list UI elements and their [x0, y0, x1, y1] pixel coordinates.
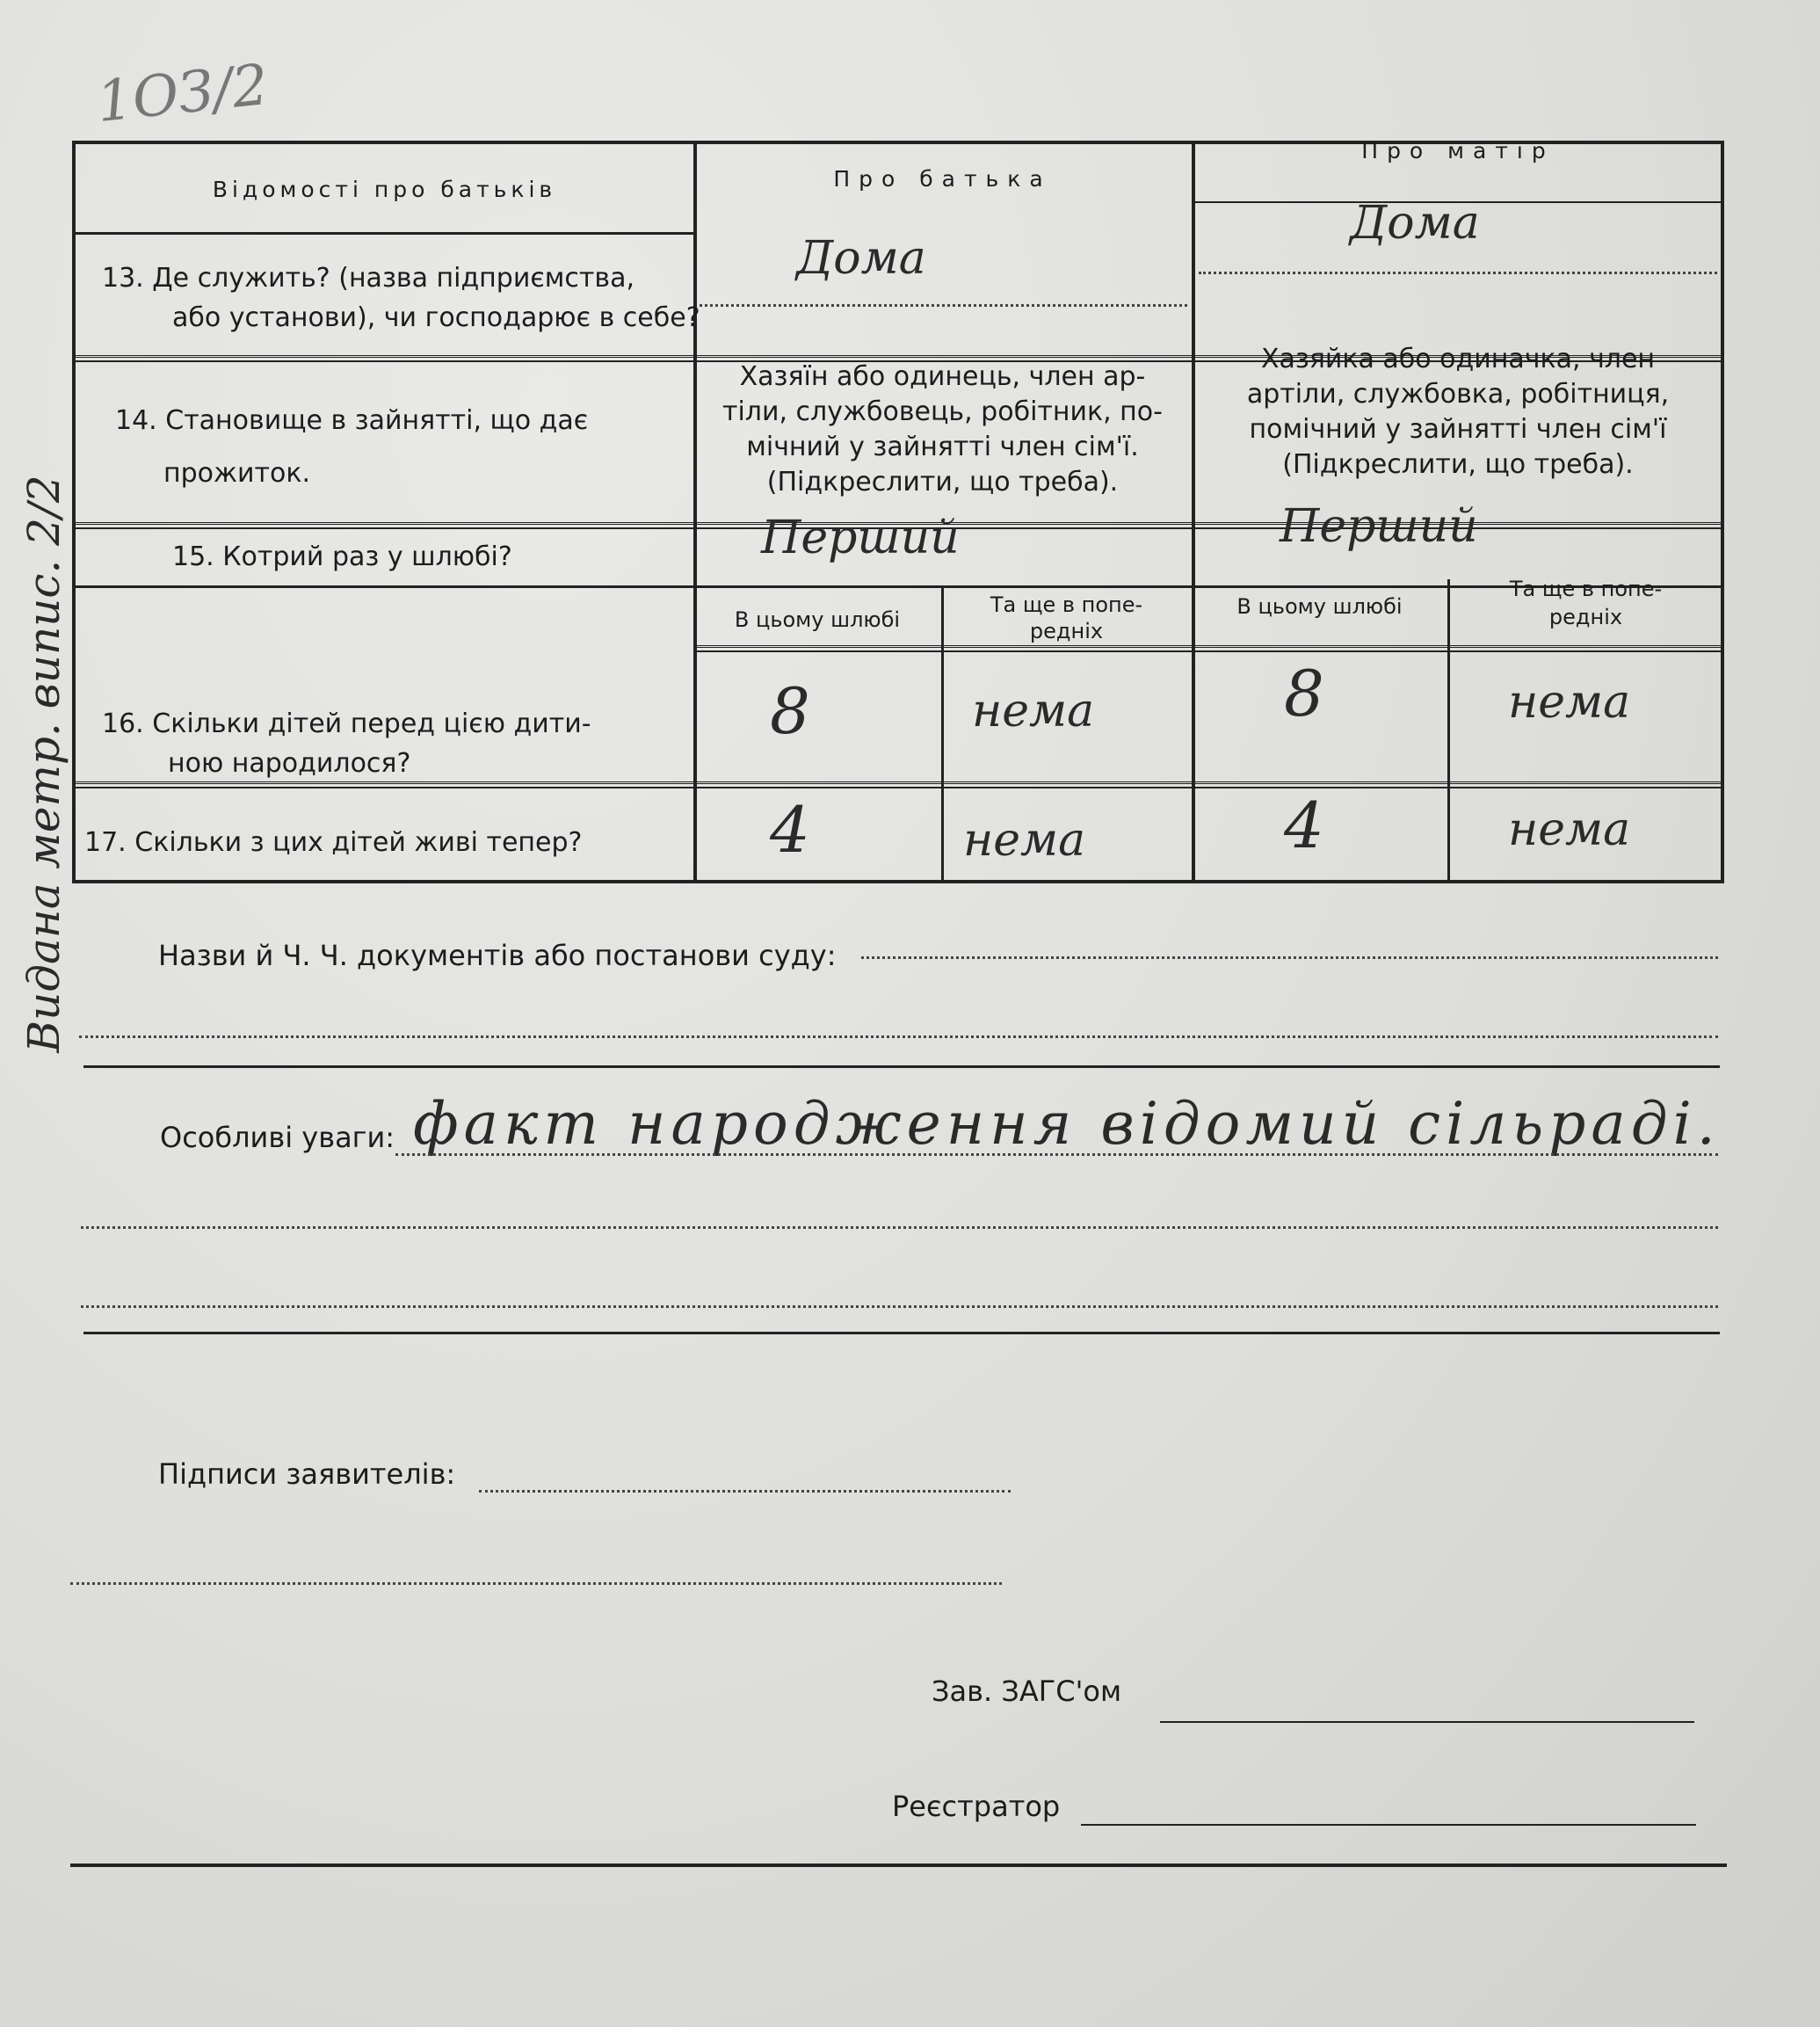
signatures-label: Підписи заявителів:: [158, 1457, 456, 1491]
row14-label-1: 14. Становище в зайнятті, що дає: [115, 405, 589, 436]
row13-label-1: 13. Де служить? (назва підприємства,: [102, 263, 635, 294]
corner-note: 1ОЗ/2: [93, 52, 272, 136]
row16-mother-prev: нема: [1508, 676, 1631, 729]
header-mother: Про матір: [1361, 138, 1555, 163]
sub-father-prev-1: Та ще в попе-: [990, 592, 1143, 617]
row17-label: 17. Скільки з цих дітей живі тепер?: [84, 827, 583, 858]
row14-father-1: Хазяїн або одинець, член ар-: [739, 361, 1146, 392]
row16-father-prev: нема: [972, 685, 1095, 737]
row16-father-this: 8: [770, 674, 810, 748]
header-info: Відомості про батьків: [212, 177, 557, 202]
sub-mother-prev-1: Та ще в попе-: [1509, 577, 1663, 601]
row17-father-this: 4: [770, 793, 810, 867]
sub-mother-prev-2: редніх: [1548, 605, 1623, 629]
row16-label-2: ною народилося?: [168, 748, 411, 779]
row17-mother-prev: нема: [1508, 803, 1631, 856]
row13-label-2: або установи), чи господарює в себе?: [172, 302, 700, 333]
row15-label: 15. Котрий раз у шлюбі?: [172, 541, 512, 572]
header-father: Про батька: [833, 166, 1052, 192]
sub-mother-this: В цьому шлюбі: [1236, 594, 1403, 619]
registrar-label: Реєстратор: [892, 1790, 1061, 1823]
row15-father: Перший: [761, 512, 960, 564]
documents-label: Назви й Ч. Ч. документів або постанови суду:: [158, 939, 837, 972]
sub-father-this: В цьому шлюбі: [734, 607, 901, 632]
row14-mother-3: помічний у зайнятті член сім'ї: [1249, 414, 1667, 445]
row17-mother-this: 4: [1284, 788, 1324, 862]
row17-father-prev: нема: [963, 814, 1086, 867]
remarks-value: факт народження відомий сільраді.: [413, 1090, 1721, 1158]
parents-table: [72, 138, 1724, 883]
row15-mother: Перший: [1280, 500, 1478, 553]
row14-father-2: тіли, службовець, робітник, по-: [722, 396, 1163, 427]
row16-mother-this: 8: [1284, 657, 1324, 730]
remarks-label: Особливі уваги:: [160, 1121, 395, 1154]
margin-note: Видана метр. випис. 2/2: [18, 475, 69, 1053]
row14-father-4: (Підкреслити, що треба).: [766, 467, 1119, 498]
row14-label-2: прожиток.: [163, 458, 311, 489]
row16-label-1: 16. Скільки дітей перед цією дити-: [102, 708, 591, 739]
head-label: Зав. ЗАГС'ом: [932, 1675, 1122, 1708]
sub-father-prev-2: редніх: [1029, 619, 1104, 643]
row14-mother-4: (Підкреслити, що треба).: [1282, 449, 1634, 480]
row13-mother: Дома: [1350, 197, 1480, 250]
row13-father: Дома: [796, 232, 926, 285]
row14-mother-1: Хазяйка або одиначка, член: [1260, 344, 1656, 374]
row14-father-3: мічний у зайнятті член сім'ї.: [746, 432, 1139, 462]
row14-mother-2: артіли, службовка, робітниця,: [1246, 379, 1670, 410]
